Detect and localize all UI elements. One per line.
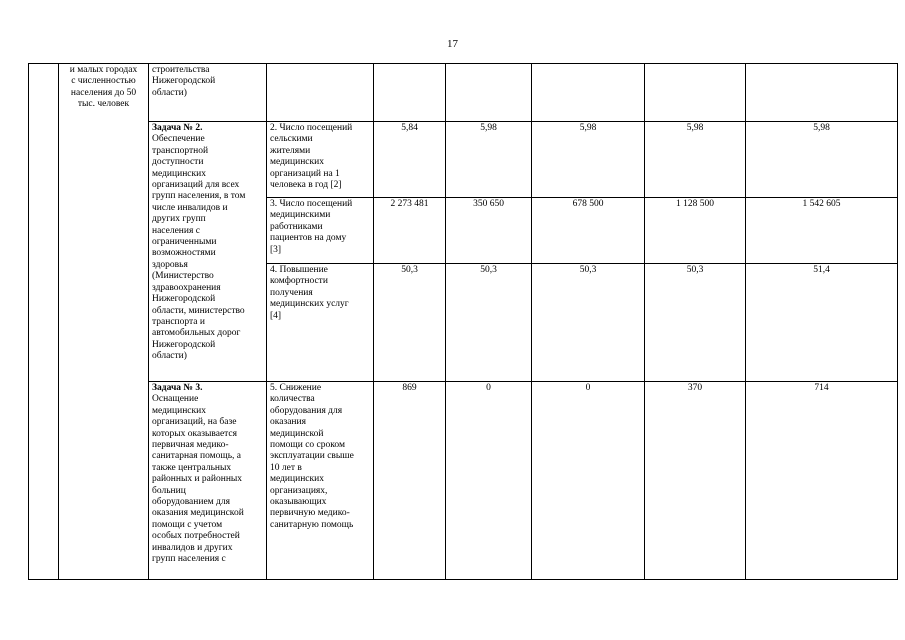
value-cell: 5,84: [374, 122, 446, 198]
value-cell: 50,3: [374, 264, 446, 382]
task-description: Обеспечение транспортной доступности медицинских организаций для всех групп населения, в том числе инвалидов и других групп населения с ограниченными возможностями здоровья (Министерство здравоохранения Нижегородской области, министерство транспорта и автомобильных дорог Нижегородской области): [152, 134, 246, 362]
value-cell: 1 542 605: [746, 198, 898, 264]
indicator-cell: 2. Число посещений сельскими жителями медицинских организаций на 1 человека в год [2]: [267, 122, 374, 198]
value-cell: [446, 64, 532, 122]
value-cell: 1 128 500: [645, 198, 746, 264]
task-title: Задача № 3.: [152, 383, 203, 393]
value-cell: [746, 64, 898, 122]
table-row: [29, 382, 898, 580]
goal-cell: и малых городах с численностью населения до 50 тыс. человек: [59, 64, 149, 580]
value-cell: 869: [374, 382, 446, 580]
value-cell: 370: [645, 382, 746, 580]
page-number: 17: [447, 38, 458, 50]
indicator-cell: [267, 64, 374, 122]
task-description: Оснащение медицинских организаций, на базе которых оказывается первичная медико- санитарная помощь, а также центральных районных и районных больниц оборудованием для оказания медицинской помощи с учетом особых потребностей инвалидов и других групп населения с: [152, 394, 244, 565]
value-cell: 0: [532, 382, 645, 580]
value-cell: 50,3: [446, 264, 532, 382]
table-row: [29, 122, 898, 198]
number-cell: [29, 64, 59, 580]
value-cell: [532, 64, 645, 122]
value-cell: [374, 64, 446, 122]
value-cell: 2 273 481: [374, 198, 446, 264]
indicator-cell: 3. Число посещений медицинскими работниками пациентов на дому [3]: [267, 198, 374, 264]
value-cell: 678 500: [532, 198, 645, 264]
task-cell: [149, 382, 267, 580]
value-cell: 5,98: [446, 122, 532, 198]
value-cell: 5,98: [645, 122, 746, 198]
task-cell: [149, 122, 267, 382]
value-cell: 0: [446, 382, 532, 580]
value-cell: 5,98: [746, 122, 898, 198]
value-cell: 714: [746, 382, 898, 580]
indicators-table: [28, 63, 898, 580]
value-cell: 51,4: [746, 264, 898, 382]
indicator-cell: 4. Повышение комфортности получения медицинских услуг [4]: [267, 264, 374, 382]
value-cell: 50,3: [532, 264, 645, 382]
task-title: Задача № 2.: [152, 123, 203, 133]
value-cell: 5,98: [532, 122, 645, 198]
task-cell: строительства Нижегородской области): [149, 64, 267, 122]
table-row: [29, 64, 898, 122]
value-cell: 350 650: [446, 198, 532, 264]
value-cell: [645, 64, 746, 122]
value-cell: 50,3: [645, 264, 746, 382]
indicator-cell: 5. Снижение количества оборудования для оказания медицинской помощи со сроком эксплуатации свыше 10 лет в медицинских организациях, оказывающих первичную медико- санитарную помощь: [267, 382, 374, 580]
